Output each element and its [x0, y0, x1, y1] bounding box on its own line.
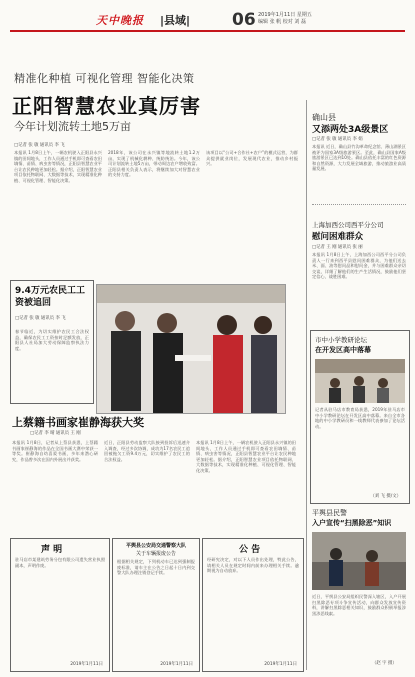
right-top-body: 本报讯 近日，确山县竹沟革命纪念馆、薄山湖景区被评为国家3A级旅游景区。至此，确山县国家A级旅游景区已达到10处。确山县依托丰富的红色资源和自然资源，大力发展全域旅游，推动旅游业高质量发展。 — [312, 144, 406, 172]
announcement-body: 经研究决定，对以下人员作出处理，特此公告，请相关人员在规定时间内前来办理相关手续。逾期视为自动放弃。 — [207, 557, 299, 574]
right-top-byline: □记者 张 敏 通讯员 李 娟 — [312, 137, 363, 142]
masthead-rule — [10, 30, 405, 32]
police-photo — [312, 532, 406, 590]
lower-headline: 上蔡籍书画家崔静海获大奖 — [12, 416, 144, 429]
statement-date: 2019年1月11日 — [70, 662, 103, 667]
right-mid-headline1: 上海加西公司西平分公司 — [312, 221, 384, 229]
police-photo-illustration — [312, 532, 406, 590]
forum-headline1: 市中小学教研论坛 — [315, 336, 367, 344]
masthead — [0, 0, 415, 60]
lead-kicker: 精准化种植 可视化管理 智能化决策 — [14, 72, 195, 85]
lead-body-col1: 本报讯 1月8日上午，一辆农机驶入正阳县永兴镇的田间地头，工作人员通过手机即可查看农田墒情、苗情、病虫害等情况，正阳县智慧农业平台让农民种地更加轻松。据介绍，正阳智慧农业项目依托物联网、大数据等技术，实现精准化种植、可视化管理、智能化决策。 — [14, 150, 102, 183]
right-top-headline1: 确山县 — [312, 113, 336, 122]
announcement-box — [202, 538, 304, 672]
right-bottom-body: 近日，平舆县公安局组织民警深入辖区，入户开展扫黑除恶专项斗争宣传活动，向群众发放宣传资料，讲解扫黑除恶相关知识，鼓励群众积极举报涉黑涉恶线索。 — [312, 594, 406, 616]
statement-box — [10, 538, 110, 672]
news-photo — [96, 284, 286, 414]
statement-title: 声 明 — [41, 545, 63, 555]
right-bottom-headline2: 入户宣传“扫黑除恶”知识 — [312, 519, 392, 527]
issue-date: 2019年1月11日 星期五 — [258, 12, 312, 18]
date-line — [258, 12, 333, 26]
forum-box — [310, 330, 410, 504]
mid-headline: 9.4万元农民工工资被追回 — [15, 286, 85, 308]
announcement-date: 2019年1月11日 — [264, 662, 297, 667]
right-mid-body: 本报讯 1月8日上午，上海加西公司西平分公司负责人一行来到西平县慰问困难群众，为他们送去米、面、油等慰问品和慰问金，并与困难群众亲切交谈，详细了解他们的生产生活情况，鼓励他们坚定信心、战胜困难。 — [312, 252, 406, 280]
lead-headline: 正阳智慧农业真厉害 — [12, 94, 201, 118]
lower-body-col2: 近日，正阳县劳动监察大队接到投诉后迅速介入调查，经过多次协调，成功为17名农民工追回被拖欠工资9.4万元，切实维护了农民工的合法权益。 — [104, 440, 190, 462]
column-divider — [306, 100, 307, 670]
forum-headline2: 在开发区高中落幕 — [315, 346, 371, 354]
right-bottom-headline1: 平舆县民警 — [312, 509, 347, 517]
lower-body-col1: 本报讯 1月8日，记者从上蔡县获悉，上蔡籍书画家崔静海的作品在全国书画大赛中荣获一等奖。崔静海自幼喜爱书画，多年来潜心研究，作品曾多次在国内外展出并获奖。 — [12, 440, 98, 462]
right-mid-headline2: 慰问困难群众 — [312, 232, 364, 242]
right-bottom-author: （赵 宇 摄） — [372, 661, 397, 666]
right-mid-byline: □记者 王 刚 通讯员 张 丽 — [312, 245, 363, 250]
forum-author: （刘 飞 摄/文） — [370, 494, 401, 499]
divider-rule — [312, 204, 406, 205]
people-photo-illustration — [97, 285, 285, 413]
lead-byline: □记者 张 敏 通讯员 李 飞 — [14, 143, 65, 148]
vehicle-notice-title: 平舆县公安局交通警察大队 — [125, 543, 186, 549]
mid-story-box — [10, 280, 94, 404]
mid-byline: □记者 张 敏 通讯员 李 飞 — [15, 316, 66, 321]
lead-subhead: 今年计划流转土地5万亩 — [14, 120, 131, 133]
statement-body: 驻马店市某建筑劳务分包有限公司遗失营业执照副本，声明作废。 — [15, 557, 105, 568]
newspaper-logo: 天中晚报 — [96, 14, 144, 27]
forum-photo-illustration — [315, 359, 405, 403]
lower-body-col3: 本报讯 1月8日上午，一辆农机驶入正阳县永兴镇的田间地头，工作人员通过手机即可查看农田墒情、苗情、病虫害等情况，正阳县智慧农业平台让农民种地更加轻松。据介绍，正阳智慧农业项目依托物联网、大数据等技术，实现精准化种植、可视化管理、智能化决策。 — [196, 440, 296, 473]
right-top-headline2: 又添两处3A级景区 — [312, 125, 389, 135]
announcement-title: 公 告 — [239, 545, 261, 555]
vehicle-notice-box — [112, 538, 200, 672]
mid-intro: 春节临近，为切实维护农民工合法权益，确保农民工工资按时足额发放，正阳县人社局加大劳动保障监察执法力度。 — [15, 329, 89, 351]
vehicle-notice-subtitle: 关于车辆报废公告 — [135, 551, 176, 557]
lead-body-col3: 该项目以“公司+合作社+农户”的模式运营，为群众提供就业岗位，发展现代农业，推动乡村振兴。 — [206, 150, 298, 167]
lead-body-col2: 2018年，该公司在永兴镇等地流转土地1.2万亩，实现了机械化耕种、统防统治。今年，该公司计划流转土地5万亩，带动周边农户增收致富。正阳县相关负责人表示，将继续加大对智慧农业的支持力度。 — [108, 150, 200, 178]
vehicle-notice-body: 根据相关规定，下列机动车已达到强制报废标准，请车主在公告之日起十日内到交警大队办理注销登记手续。 — [117, 559, 195, 576]
vehicle-notice-date: 2019年1月11日 — [160, 662, 193, 667]
forum-body: 记者从驻马店市教育局获悉，2019年驻马店市中小学教研论坛在开发区高中落幕。来自全市各地的中小学教研员和一线教师代表参加了论坛活动。 — [315, 407, 405, 429]
forum-photo — [315, 359, 405, 403]
page-number: 06 — [232, 10, 256, 30]
section-label: |县域| — [160, 14, 191, 27]
lower-byline: □记者 李 晴 通讯员 王 刚 — [30, 431, 81, 436]
editor-credit: 编辑 张 帆 校对 刘 磊 — [258, 19, 306, 25]
